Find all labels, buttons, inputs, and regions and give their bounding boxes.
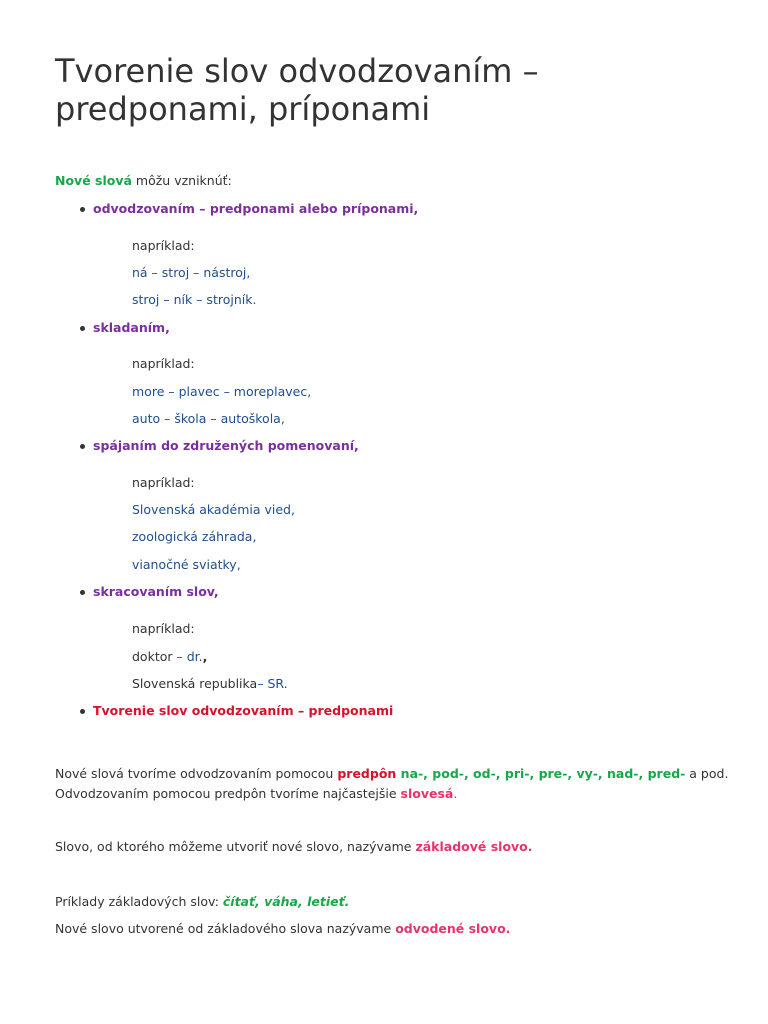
example-label-1: napríklad: (132, 238, 195, 253)
example-4-2 (132, 676, 288, 692)
intro-line (55, 173, 232, 189)
p1-text: Nové slová tvoríme odvodzovaním pomocou (55, 766, 338, 781)
abbr-tail: , (202, 649, 208, 664)
abbr-term: SR (267, 676, 284, 691)
p4-examples: čítať, váha, letieť. (222, 894, 350, 909)
abbr-term: dr. (186, 649, 203, 664)
example-1-1: ná – stroj – nástroj, (132, 265, 251, 280)
example-label-3: napríklad: (132, 475, 195, 490)
example-2-1: more – plavec – moreplavec, (132, 384, 312, 399)
intro-highlight: Nové slová (55, 173, 132, 188)
abbr-word: doktor (132, 649, 173, 664)
abbr-word: Slovenská republika (132, 676, 258, 691)
paragraph-examples (55, 894, 349, 910)
bullet-heading-5: Tvorenie slov odvodzovaním – predponami (93, 703, 394, 718)
paragraph-base-word (55, 839, 533, 855)
p2-text: Odvodzovaním pomocou predpôn tvoríme najčastejšie (55, 786, 401, 801)
p2-keyword: slovesá (400, 786, 454, 801)
bullet-heading-1: odvodzovaním – predponami alebo príponami, (93, 201, 419, 216)
paragraph-prefixes (55, 766, 728, 782)
example-2-2: auto – škola – autoškola, (132, 411, 285, 426)
paragraph-derived-word (55, 921, 510, 937)
example-label-4: napríklad: (132, 621, 195, 636)
p2-tail: . (453, 786, 458, 801)
intro-text: môžu vzniknúť: (131, 173, 232, 188)
p1-keyword: predpôn (337, 766, 397, 781)
abbr-separator: – (172, 649, 187, 664)
p5-text: Nové slovo utvorené od základového slova nazývame (55, 921, 396, 936)
bullet-heading-3: spájaním do združených pomenovaní, (93, 438, 359, 453)
abbr-tail: . (283, 676, 288, 691)
paragraph-verbs (55, 786, 457, 802)
p4-text: Príklady základových slov: (55, 894, 223, 909)
p1-tail: a pod. (685, 766, 729, 781)
abbr-separator: – (257, 676, 268, 691)
example-3-2: zoologická záhrada, (132, 529, 257, 544)
bullet-heading-2: skladaním, (93, 320, 170, 335)
example-1-2: stroj – ník – strojník. (132, 292, 257, 307)
p3-keyword: základové slovo. (415, 839, 533, 854)
example-4-1 (132, 649, 207, 665)
bullet-heading-4: skracovaním slov, (93, 584, 219, 599)
example-3-3: vianočné sviatky, (132, 557, 241, 572)
page-title: Tvorenie slov odvodzovaním – predponami, príponami (55, 52, 539, 128)
p3-text: Slovo, od ktorého môžeme utvoriť nové slovo, nazývame (55, 839, 416, 854)
example-label-2: napríklad: (132, 356, 195, 371)
p1-prefix-list: na-, pod-, od-, pri-, pre-, vy-, nad-, pred- (396, 766, 686, 781)
example-3-1: Slovenská akadémia vied, (132, 502, 295, 517)
p5-keyword: odvodené slovo. (395, 921, 511, 936)
